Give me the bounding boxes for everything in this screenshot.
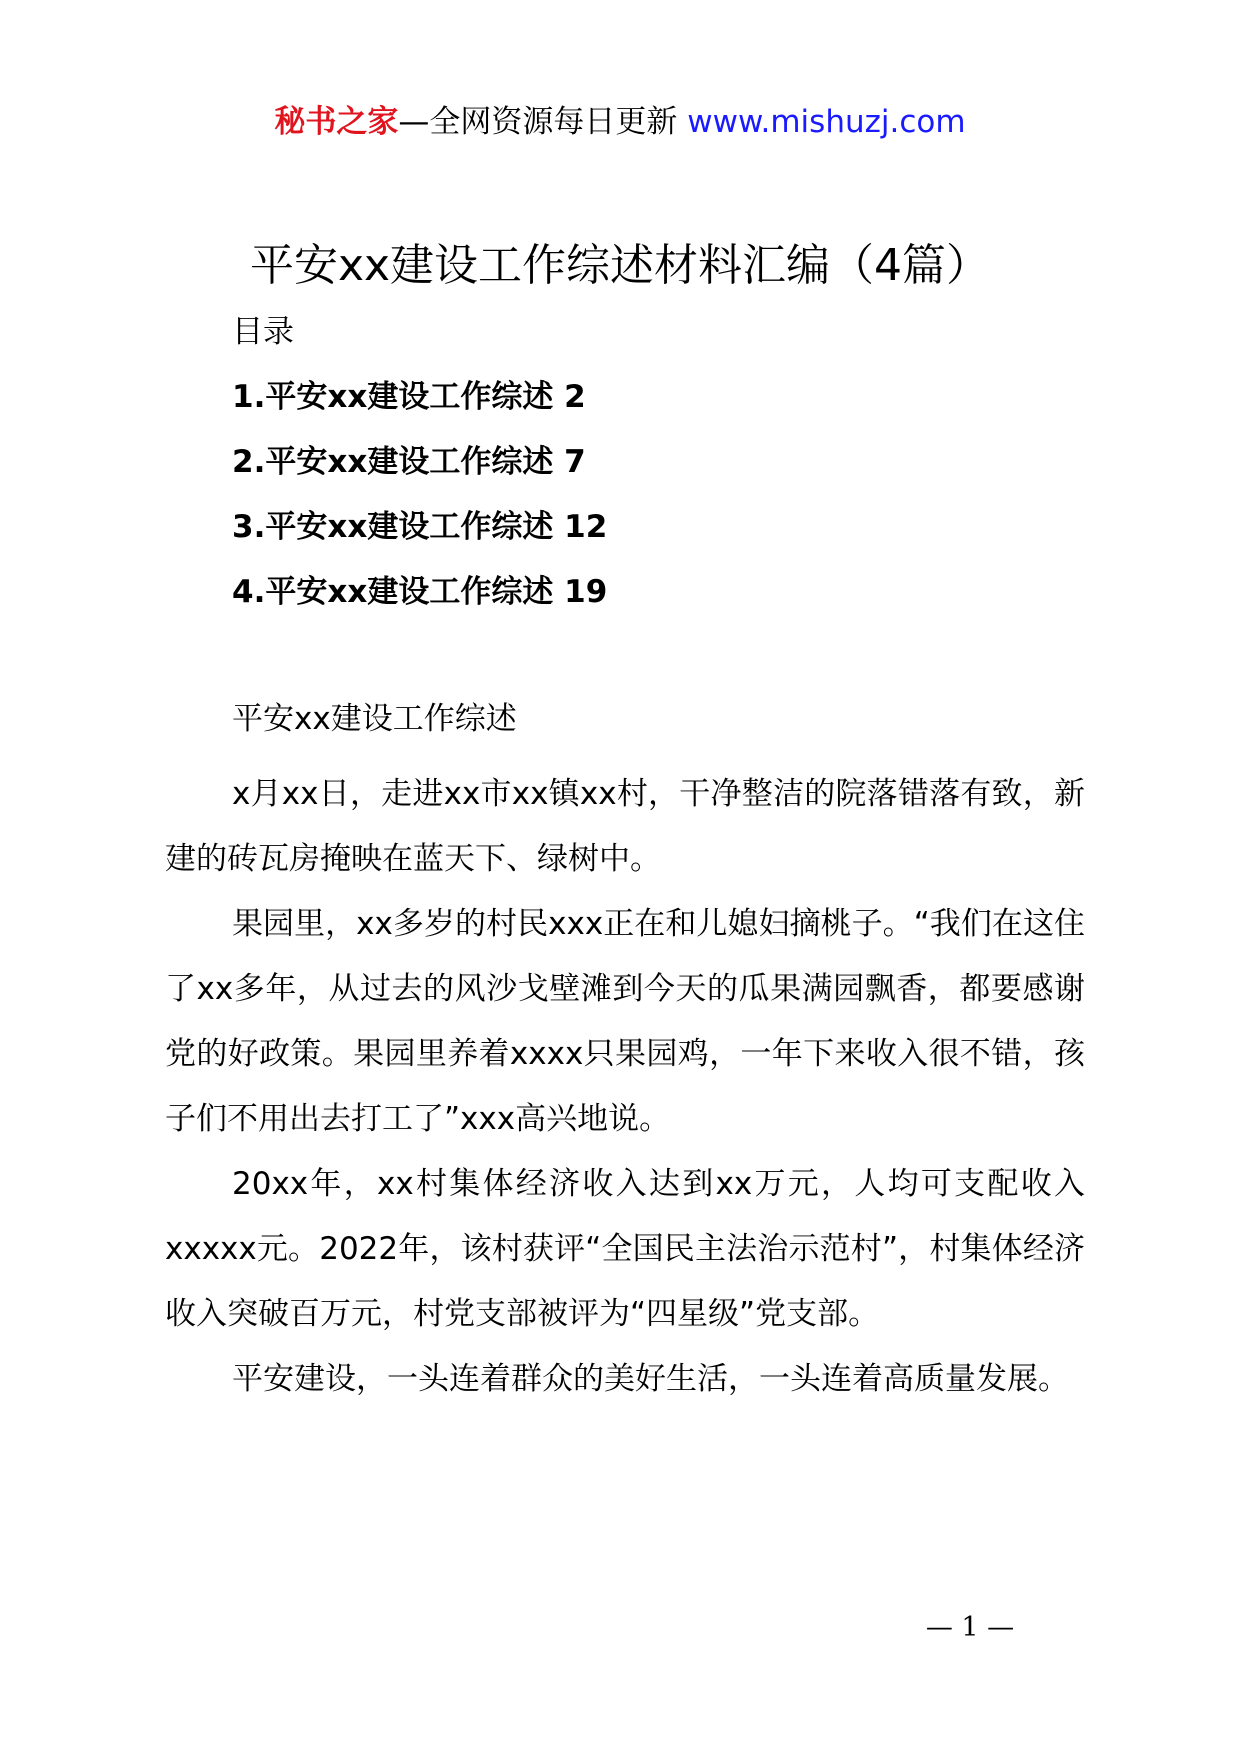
toc-item[interactable]: 1.平安xx建设工作综述 2 [232,379,586,415]
section-heading: 平安xx建设工作综述 [232,701,517,737]
body-paragraph: x月xx日，走进xx市xx镇xx村，干净整洁的院落错落有致，新建的砖瓦房掩映在蓝天下、绿树中。 [165,776,1085,877]
site-url-link[interactable]: www.mishuzj.com [687,104,966,140]
toc-item[interactable]: 2.平安xx建设工作综述 7 [232,444,586,480]
toc-item[interactable]: 3.平安xx建设工作综述 12 [232,509,608,545]
body-paragraph: 平安建设，一头连着群众的美好生活，一头连着高质量发展。 [232,1361,1069,1397]
toc-label: 目录 [232,314,294,350]
brand-name: 秘书之家 [274,104,399,140]
toc-item[interactable]: 4.平安xx建设工作综述 19 [232,574,608,610]
document-title: 平安xx建设工作综述材料汇编（4篇） [249,240,991,291]
site-header [0,100,1240,144]
body-paragraph: 果园里，xx多岁的村民xxx正在和儿媳妇摘桃子。“我们在这住了xx多年，从过去的风沙戈壁滩到今天的瓜果满园飘香，都要感谢党的好政策。果园里养着xxxx只果园鸡，一年下来收入很不错，孩子们不用出去打工了”xxx高兴地说。 [165,906,1085,1137]
document-body [165,762,1085,1412]
page-number: — 1 — [925,1612,1015,1643]
body-paragraph: 20xx年，xx村集体经济收入达到xx万元，人均可支配收入xxxxx元。2022年，该村获评“全国民主法治示范村”，村集体经济收入突破百万元，村党支部被评为“四星级”党支部。 [165,1166,1085,1332]
table-of-contents [232,375,607,635]
header-tagline: —全网资源每日更新 [398,104,678,140]
